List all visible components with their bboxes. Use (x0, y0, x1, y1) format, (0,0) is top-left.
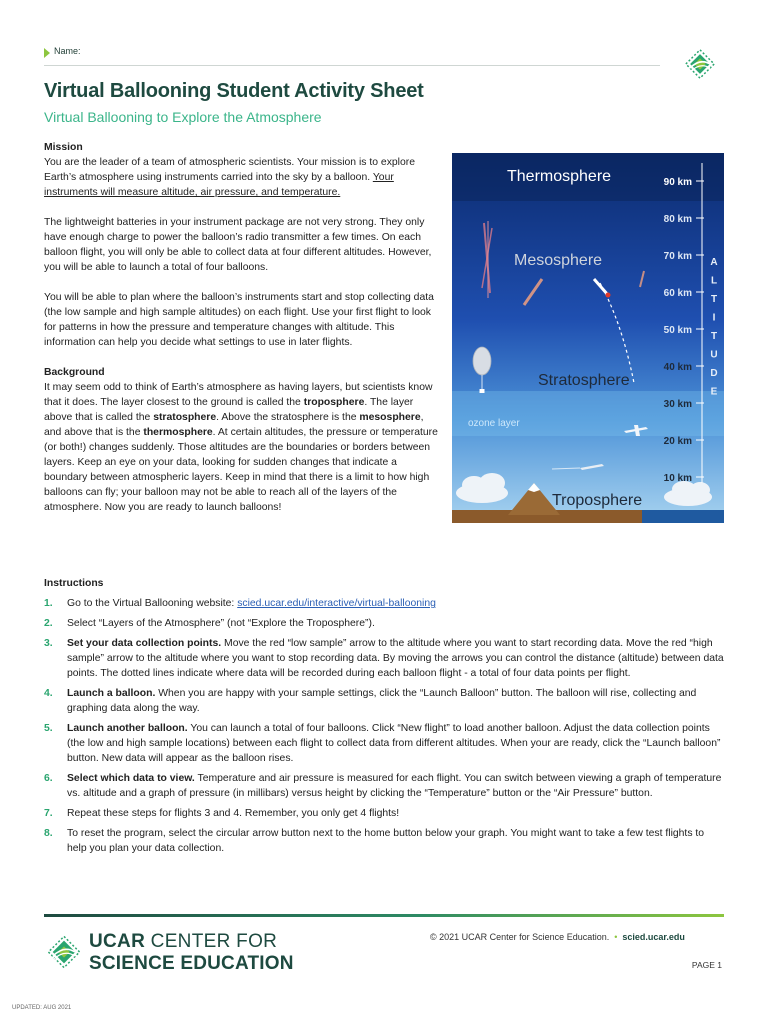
ozone-band (452, 391, 724, 436)
background-paragraph: It may seem odd to think of Earth’s atmosphere as having layers, but scientists know that it does. The layer closest to the ground is called the troposphere. The layer above that is called the stratosphere. Above the stratosphere is the mesosphere, and above that is the thermosphere. At certain altitudes, the pressure or temperature (or both!) changes suddenly. Those altitudes are the boundaries or borders between layers. Keep an eye on your data, looking for sudden changes that indicate a boundary between atmospheric layers. Keep in mind that there is a limit to how high balloons can fly; your balloon may not be able to reach all of the layers of the atmosphere. Now you are ready to launch balloons! (44, 382, 438, 513)
label-ozone-layer: ozone layer (468, 418, 520, 429)
virtual-ballooning-link[interactable]: scied.ucar.edu/interactive/virtual-ballooning (237, 598, 436, 609)
altitude-letter: L (710, 275, 718, 287)
instruction-item-2: 2. Select “Layers of the Atmosphere” (not “Explore the Troposphere”). (44, 618, 375, 629)
page-title: Virtual Ballooning Student Activity Sheet (44, 80, 424, 102)
instructions-section (44, 576, 724, 861)
mission-section (44, 140, 440, 530)
altitude-tick-label: 60 km (663, 288, 692, 299)
altitude-tick-label: 80 km (663, 214, 692, 225)
altitude-tick-label: 40 km (663, 362, 692, 373)
footer-brand-line-1: UCAR CENTER FOR (89, 931, 278, 952)
altitude-tick-label: 90 km (663, 177, 692, 188)
label-troposphere: Troposphere (552, 492, 643, 509)
instruction-item-8: 8. To reset the program, select the circular arrow button next to the home button below your graph. You might want to take a few test flights to help you plan your data collection. (44, 828, 705, 854)
altitude-letter: D (710, 368, 718, 379)
background-heading: Background (44, 367, 105, 378)
footer-site-link[interactable]: scied.ucar.edu (622, 932, 685, 942)
instructions-list (44, 596, 724, 856)
page-subtitle: Virtual Ballooning to Explore the Atmosphere (44, 109, 322, 125)
name-field-row (44, 44, 660, 66)
footer-brand-line-2: SCIENCE EDUCATION (89, 953, 294, 974)
altitude-tick-label: 20 km (663, 436, 692, 447)
name-arrow-icon (44, 48, 50, 58)
instruction-item-1: 1. Go to the Virtual Ballooning website: scied.ucar.edu/interactive/virtual-ballooning (44, 598, 436, 609)
altitude-tick-label: 30 km (663, 399, 692, 410)
instruction-item-3: 3. Set your data collection points. Move the red “low sample” arrow to the altitude where you want to start recording data. Move the red “high sample” arrow to the altitude where you want to stop recording data. By moving the arrows you can control the distance (altitude) between data points. The dotted lines indicate where data will be recorded during each balloon flight - a total of four data points per flight. (44, 638, 724, 679)
ucar-logo-icon (682, 46, 718, 82)
water-strip (642, 510, 724, 523)
altitude-letter: U (710, 349, 718, 361)
mission-paragraph-3: You will be able to plan where the balloon’s instruments start and stop collecting data (the low sample and high sample altitudes) on each flight. Use your first flight to look for patterns in how the pressure and temperature changes with altitude. This information can help you decide what settings to use in later flights. (44, 292, 434, 348)
altitude-tick-label: 70 km (663, 251, 692, 262)
instruction-item-7: 7. Repeat these steps for flights 3 and 4. Remember, you only get 4 flights! (44, 808, 400, 819)
footer-divider (44, 914, 724, 917)
page-number: PAGE 1 (691, 960, 722, 970)
label-stratosphere: Stratosphere (538, 372, 630, 389)
footer-copyright: © 2021 UCAR Center for Science Education. • scied.ucar.edu (430, 932, 685, 942)
altitude-letter: E (710, 386, 718, 398)
mission-paragraph-1: You are the leader of a team of atmospheric scientists. Your mission is to explore Earth’s atmosphere using instruments carried into the sky by a balloon. Your instruments will measure altitude, air pressure, and temperature. (44, 157, 415, 198)
name-label: Name: (54, 46, 81, 56)
altitude-letter: T (710, 294, 718, 305)
mission-heading: Mission (44, 142, 83, 153)
altitude-letter: I (712, 312, 716, 324)
label-thermosphere: Thermosphere (507, 168, 612, 185)
label-mesosphere: Mesosphere (514, 252, 603, 269)
altitude-letter: A (710, 257, 718, 268)
atmosphere-layers-diagram (452, 153, 724, 523)
altitude-letter: T (710, 331, 718, 342)
instructions-heading: Instructions (44, 578, 104, 589)
instruction-item-5: 5. Launch another balloon. You can launch a total of four balloons. Click “New flight” to load another balloon. Adjust the data collection points (the low and high sample locations) between each flight to collect data from different altitudes. When your are ready, click the “Launch balloon” button. New data will appear as the balloon rises. (44, 723, 721, 764)
ucar-footer-logo-icon (44, 932, 84, 972)
updated-date: UPDATED: AUG 2021 (12, 1005, 72, 1011)
altitude-tick-label: 10 km (663, 473, 692, 484)
altitude-tick-label: 50 km (663, 325, 692, 336)
instruction-item-4: 4. Launch a balloon. When you are happy with your sample settings, click the “Launch Balloon” button. The balloon will rise, collecting and graphing data along the way. (44, 688, 697, 714)
mission-paragraph-2: The lightweight batteries in your instrument package are not very strong. They only have enough charge to power the balloon’s radio transmitter a few times. On each balloon flight, you will only be able to collect data at four different altitudes. However, you will be able to launch a total of four balloons. (44, 217, 432, 273)
instruction-item-6: 6. Select which data to view. Temperature and air pressure is measured for each flight. You can switch between viewing a graph of temperature vs. altitude and a graph of pressure (in millibars) versus height by clicking the “Temperature” button or the “Air Pressure” button. (44, 773, 722, 799)
